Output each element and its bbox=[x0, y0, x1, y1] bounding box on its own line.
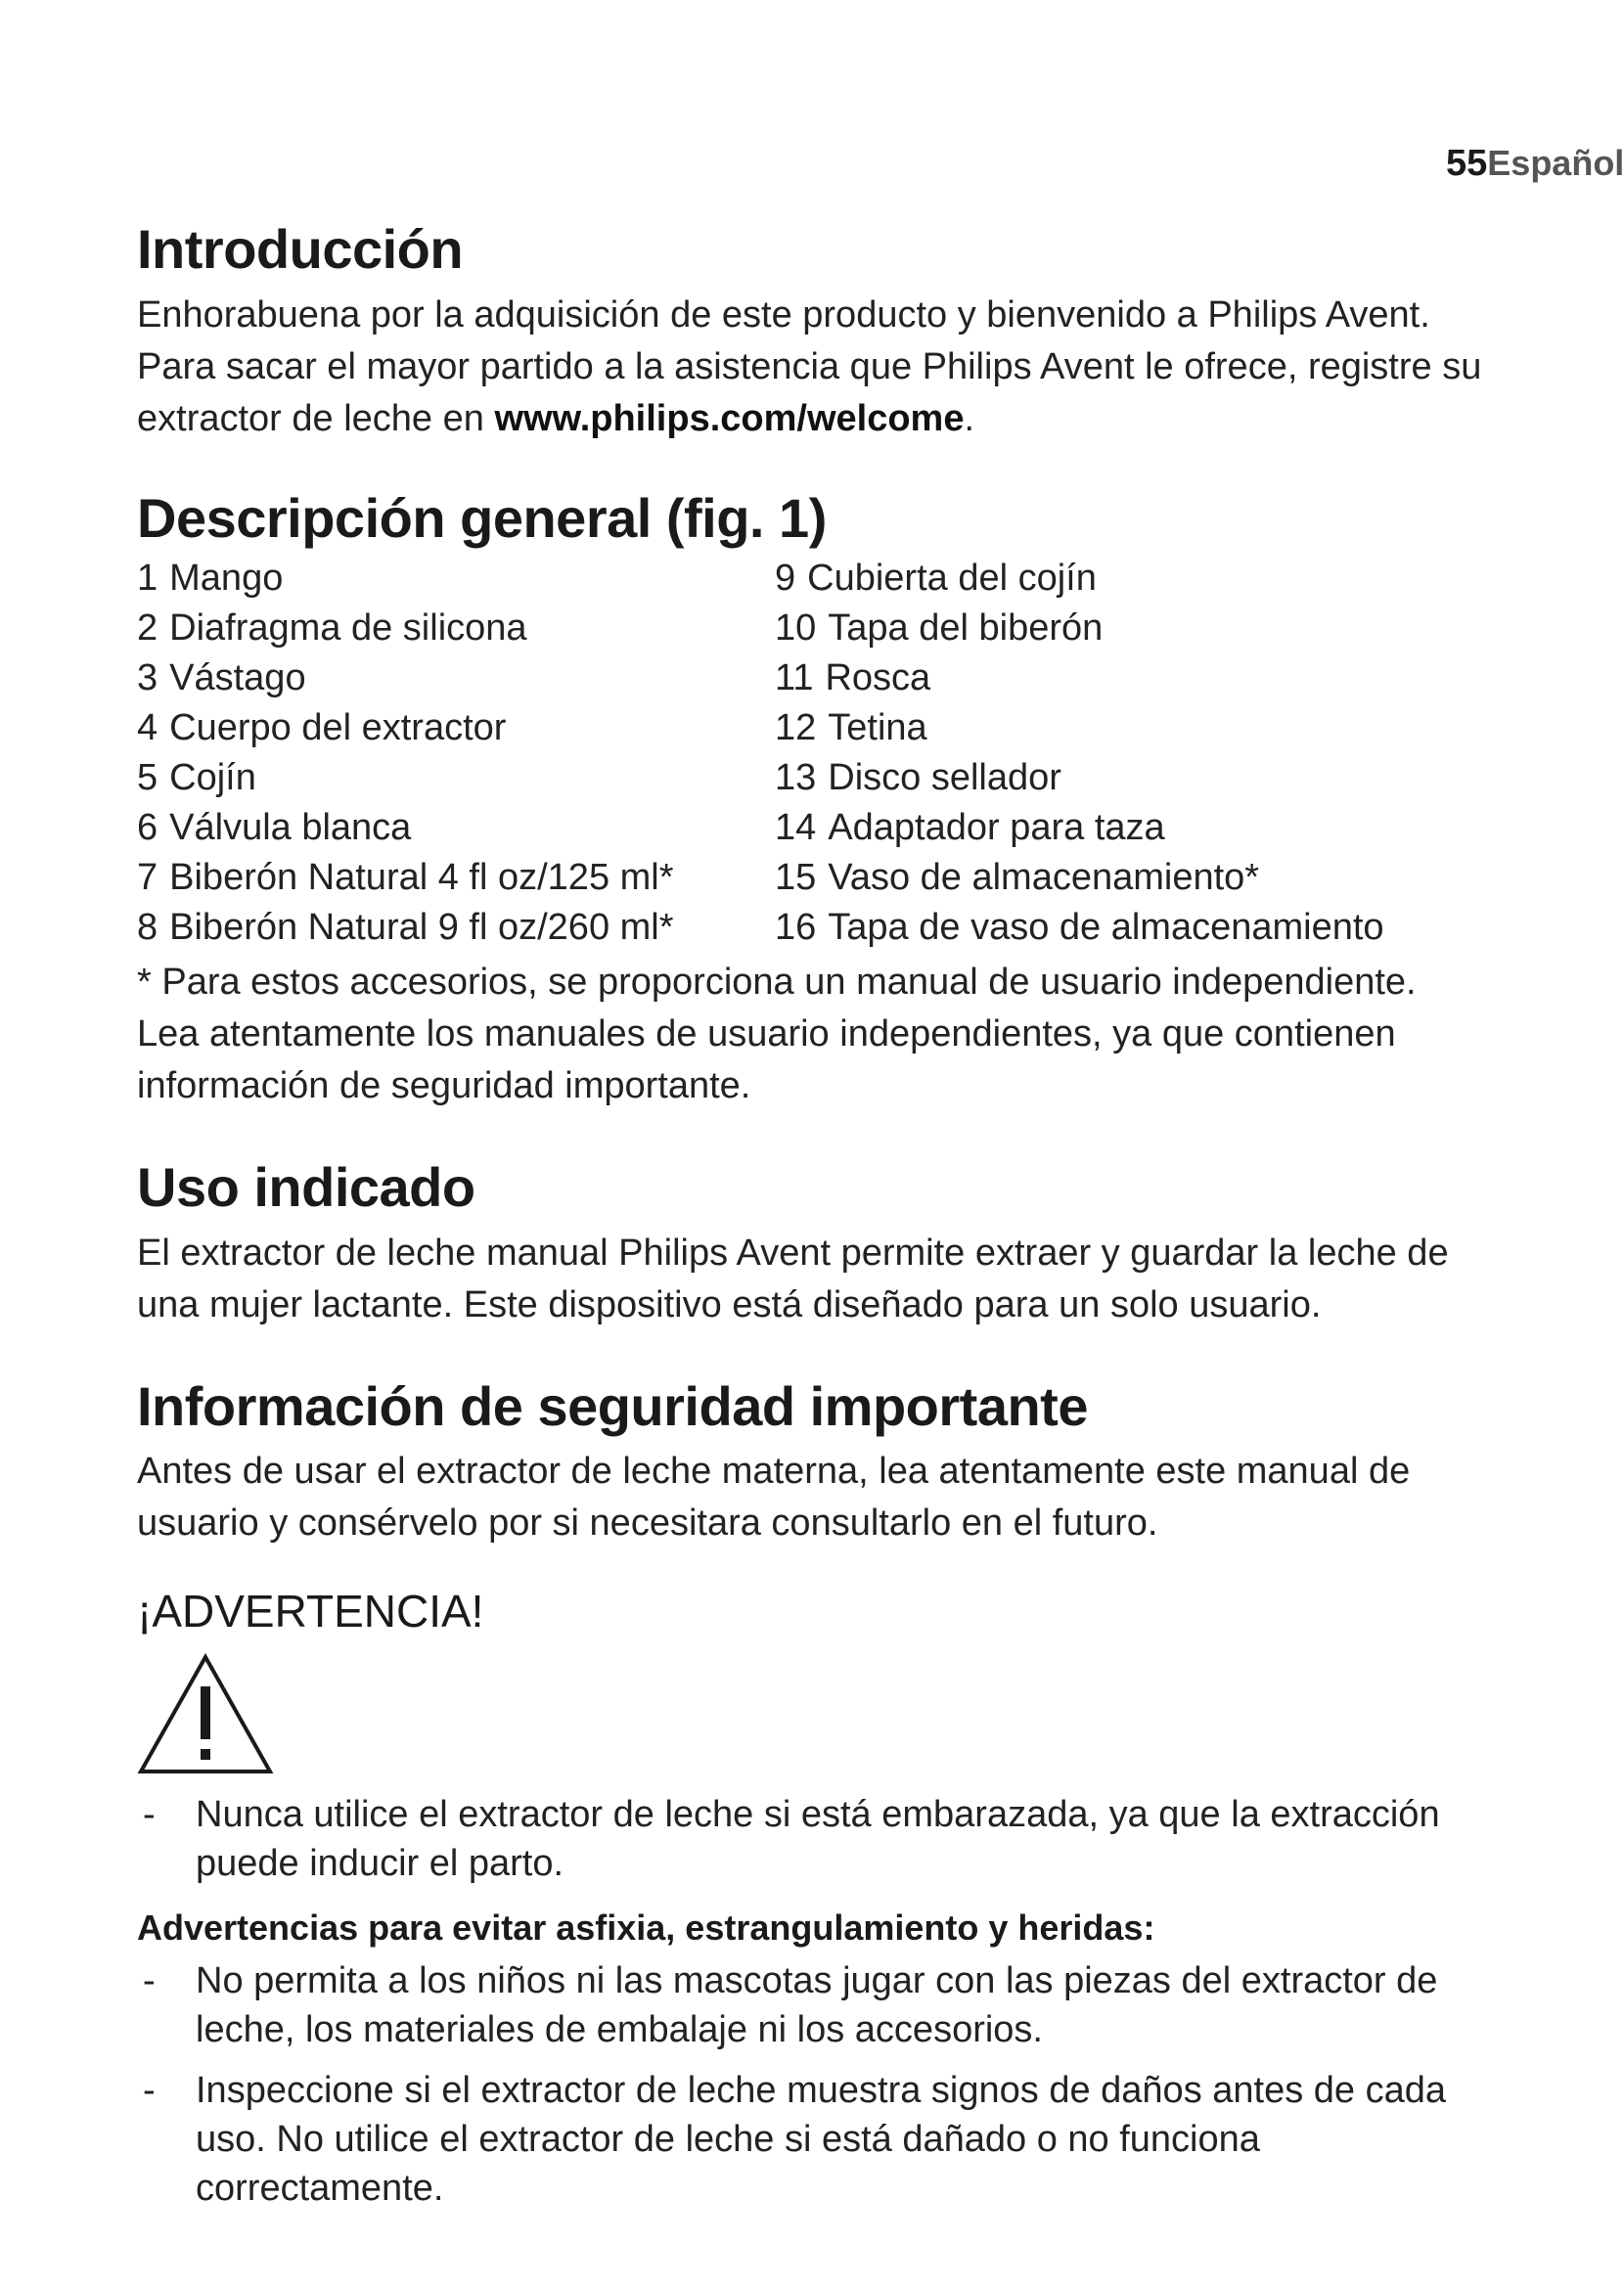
part-label: Vástago bbox=[169, 657, 306, 699]
part-item bbox=[775, 853, 1499, 903]
part-item bbox=[137, 803, 775, 853]
part-item bbox=[775, 703, 1499, 753]
part-item bbox=[137, 853, 775, 903]
part-label: Vaso de almacenamiento* bbox=[828, 857, 1260, 899]
registration-url[interactable]: www.philips.com/welcome bbox=[494, 397, 965, 439]
part-label: Diafragma de silicona bbox=[169, 607, 527, 650]
accessories-footnote: * Para estos accesorios, se proporciona un manual de usuario independiente. bbox=[137, 962, 1417, 1004]
bullet-dash: - bbox=[143, 2070, 156, 2112]
part-number: 10 bbox=[775, 607, 817, 650]
page-header bbox=[1446, 143, 1624, 185]
intended-use-text: El extractor de leche manual Philips Avent permite extraer y guardar la leche de una mujer lactante. Este dispositivo está diseñado para un solo usuario. bbox=[137, 1232, 1449, 1325]
warning-item bbox=[137, 1956, 1507, 2054]
intended-use-heading: Uso indicado bbox=[137, 1156, 475, 1219]
intro-text-end: . bbox=[964, 397, 975, 439]
choking-warnings-list bbox=[137, 1956, 1507, 2213]
parts-column-left bbox=[137, 554, 775, 953]
part-label: Tapa del biberón bbox=[828, 607, 1104, 650]
part-number: 9 bbox=[775, 558, 796, 600]
part-item bbox=[775, 604, 1499, 653]
warning-item bbox=[137, 2066, 1507, 2213]
part-label: Válvula blanca bbox=[169, 807, 412, 849]
intro-heading: Introducción bbox=[137, 218, 464, 280]
manuals-note: Lea atentamente los manuales de usuario independientes, ya que contienen información de seguridad importante. bbox=[137, 1013, 1396, 1107]
part-number: 8 bbox=[137, 907, 158, 949]
part-number: 13 bbox=[775, 757, 817, 799]
part-label: Cojín bbox=[169, 757, 256, 799]
safety-intro-text: Antes de usar el extractor de leche materna, lea atentamente este manual de usuario y consérvelo por si necesitara consultarlo en el futuro. bbox=[137, 1451, 1411, 1545]
warning-item-text: Inspeccione si el extractor de leche muestra signos de daños antes de cada uso. No utilice el extractor de leche si está dañado o no funciona correctamente. bbox=[196, 2070, 1446, 2210]
intended-use-section bbox=[137, 1157, 1507, 1331]
part-item bbox=[775, 803, 1499, 853]
part-number: 4 bbox=[137, 707, 158, 749]
part-item bbox=[137, 703, 775, 753]
page-content bbox=[137, 219, 1507, 2224]
part-label: Cubierta del cojín bbox=[807, 558, 1097, 600]
part-number: 5 bbox=[137, 757, 158, 799]
part-item bbox=[137, 604, 775, 653]
choking-warnings-subheading: Advertencias para evitar asfixia, estrangulamiento y heridas: bbox=[137, 1907, 1155, 1949]
intro-text: Enhorabuena por la adquisición de este producto y bienvenido a Philips Avent. Para sacar el mayor partido a la asistencia que Philips Avent le ofrece, registre su extractor de leche en bbox=[137, 293, 1482, 439]
part-number: 1 bbox=[137, 558, 158, 600]
part-label: Adaptador para taza bbox=[828, 807, 1165, 849]
part-label: Cuerpo del extractor bbox=[169, 707, 507, 749]
warning-item bbox=[137, 1790, 1507, 1888]
part-item bbox=[137, 554, 775, 604]
part-number: 11 bbox=[775, 657, 814, 699]
part-item bbox=[775, 903, 1499, 953]
part-number: 16 bbox=[775, 907, 817, 949]
page-language: Español bbox=[1487, 143, 1624, 183]
part-number: 2 bbox=[137, 607, 158, 650]
page-number: 55 bbox=[1446, 143, 1488, 184]
part-label: Disco sellador bbox=[828, 757, 1061, 799]
part-item bbox=[137, 653, 775, 703]
part-number: 3 bbox=[137, 657, 158, 699]
part-number: 6 bbox=[137, 807, 158, 849]
bullet-dash: - bbox=[143, 1794, 156, 1836]
part-label: Biberón Natural 9 fl oz/260 ml* bbox=[169, 907, 674, 949]
part-item bbox=[775, 653, 1499, 703]
part-item bbox=[137, 753, 775, 803]
overview-heading: Descripción general (fig. 1) bbox=[137, 486, 827, 549]
part-item bbox=[137, 903, 775, 953]
warning-item-text: No permita a los niños ni las mascotas jugar con las piezas del extractor de leche, los materiales de embalaje ni los accesorios. bbox=[196, 1960, 1438, 2051]
part-label: Mango bbox=[169, 558, 284, 600]
part-number: 7 bbox=[137, 857, 158, 899]
part-number: 12 bbox=[775, 707, 817, 749]
part-label: Rosca bbox=[825, 657, 931, 699]
part-label: Tetina bbox=[828, 707, 927, 749]
warning-triangle-icon bbox=[137, 1653, 274, 1776]
warning-list bbox=[137, 1790, 1507, 1888]
warning-heading: ¡ADVERTENCIA! bbox=[137, 1586, 484, 1637]
safety-section bbox=[137, 1376, 1507, 2214]
part-label: Biberón Natural 4 fl oz/125 ml* bbox=[169, 857, 674, 899]
part-item bbox=[775, 554, 1499, 604]
part-label: Tapa de vaso de almacenamiento bbox=[828, 907, 1384, 949]
parts-list bbox=[137, 554, 1507, 953]
part-number: 15 bbox=[775, 857, 817, 899]
part-number: 14 bbox=[775, 807, 817, 849]
warning-item-text: Nunca utilice el extractor de leche si está embarazada, ya que la extracción puede inducir el parto. bbox=[196, 1794, 1440, 1885]
intro-paragraph bbox=[137, 290, 1507, 445]
part-item bbox=[775, 753, 1499, 803]
bullet-dash: - bbox=[143, 1960, 156, 2002]
safety-heading: Información de seguridad importante bbox=[137, 1374, 1088, 1437]
parts-column-right bbox=[775, 554, 1499, 953]
